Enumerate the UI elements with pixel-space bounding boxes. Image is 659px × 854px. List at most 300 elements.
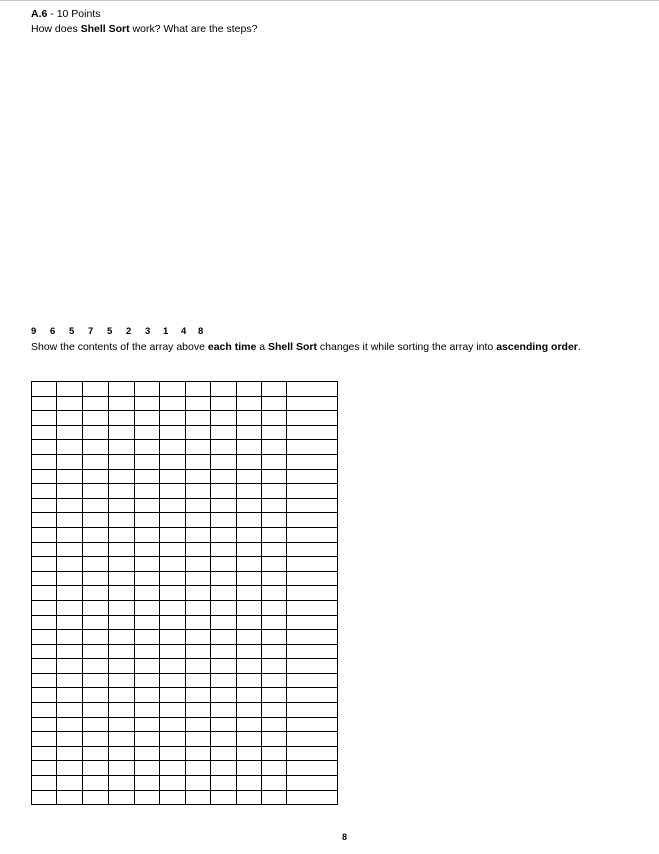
answer-grid-cell[interactable] — [83, 630, 109, 645]
answer-grid-cell[interactable] — [57, 513, 83, 528]
answer-grid-cell[interactable] — [186, 425, 211, 440]
answer-grid-cell[interactable] — [186, 396, 211, 411]
answer-grid-cell[interactable] — [186, 469, 211, 484]
answer-grid-cell[interactable] — [186, 776, 211, 791]
answer-grid-cell[interactable] — [287, 557, 338, 572]
answer-grid-cell[interactable] — [287, 659, 338, 674]
answer-grid-cell[interactable] — [160, 717, 186, 732]
answer-grid-cell[interactable] — [32, 688, 57, 703]
answer-grid-cell[interactable] — [32, 615, 57, 630]
answer-grid-cell[interactable] — [262, 469, 287, 484]
answer-grid-cell[interactable] — [262, 761, 287, 776]
answer-grid-cell[interactable] — [287, 732, 338, 747]
answer-grid-cell[interactable] — [57, 717, 83, 732]
answer-grid-cell[interactable] — [287, 484, 338, 499]
answer-grid-cell[interactable] — [135, 411, 160, 426]
answer-grid-cell[interactable] — [160, 761, 186, 776]
answer-grid-cell[interactable] — [32, 513, 57, 528]
answer-grid-cell[interactable] — [32, 586, 57, 601]
answer-grid-cell[interactable] — [83, 717, 109, 732]
answer-grid-cell[interactable] — [109, 615, 135, 630]
answer-grid-cell[interactable] — [287, 469, 338, 484]
answer-grid-cell[interactable] — [262, 542, 287, 557]
answer-grid-cell[interactable] — [211, 396, 237, 411]
answer-grid-cell[interactable] — [57, 498, 83, 513]
answer-grid-cell[interactable] — [211, 542, 237, 557]
answer-grid-cell[interactable] — [109, 790, 135, 805]
answer-grid-cell[interactable] — [186, 659, 211, 674]
answer-grid-cell[interactable] — [262, 440, 287, 455]
answer-grid-cell[interactable] — [211, 732, 237, 747]
answer-grid-cell[interactable] — [186, 542, 211, 557]
answer-grid-cell[interactable] — [83, 396, 109, 411]
answer-grid-cell[interactable] — [287, 630, 338, 645]
answer-grid-cell[interactable] — [109, 776, 135, 791]
answer-grid-cell[interactable] — [160, 411, 186, 426]
answer-grid-cell[interactable] — [237, 586, 262, 601]
answer-grid-cell[interactable] — [83, 615, 109, 630]
answer-grid-cell[interactable] — [135, 469, 160, 484]
answer-grid-cell[interactable] — [57, 586, 83, 601]
answer-grid-cell[interactable] — [83, 527, 109, 542]
answer-grid-cell[interactable] — [186, 790, 211, 805]
answer-grid-cell[interactable] — [83, 673, 109, 688]
answer-grid-cell[interactable] — [186, 717, 211, 732]
answer-grid-cell[interactable] — [83, 776, 109, 791]
answer-grid-cell[interactable] — [57, 732, 83, 747]
answer-grid-cell[interactable] — [32, 571, 57, 586]
answer-grid-cell[interactable] — [211, 484, 237, 499]
answer-grid-cell[interactable] — [109, 630, 135, 645]
answer-grid-cell[interactable] — [32, 790, 57, 805]
answer-grid-cell[interactable] — [237, 527, 262, 542]
answer-grid-cell[interactable] — [32, 498, 57, 513]
answer-grid-cell[interactable] — [57, 542, 83, 557]
answer-grid-cell[interactable] — [135, 586, 160, 601]
answer-grid-cell[interactable] — [83, 440, 109, 455]
answer-grid-cell[interactable] — [57, 425, 83, 440]
answer-grid-cell[interactable] — [57, 411, 83, 426]
answer-grid-cell[interactable] — [186, 498, 211, 513]
answer-grid-cell[interactable] — [211, 688, 237, 703]
answer-grid-cell[interactable] — [160, 498, 186, 513]
answer-grid-cell[interactable] — [287, 440, 338, 455]
answer-grid-cell[interactable] — [83, 513, 109, 528]
answer-grid-cell[interactable] — [237, 615, 262, 630]
answer-grid-cell[interactable] — [287, 513, 338, 528]
answer-grid-cell[interactable] — [109, 644, 135, 659]
answer-grid-cell[interactable] — [57, 454, 83, 469]
answer-grid-cell[interactable] — [287, 615, 338, 630]
answer-grid-cell[interactable] — [211, 498, 237, 513]
answer-grid-cell[interactable] — [237, 411, 262, 426]
answer-grid-cell[interactable] — [287, 600, 338, 615]
answer-grid-cell[interactable] — [287, 542, 338, 557]
answer-grid-cell[interactable] — [211, 703, 237, 718]
answer-grid-cell[interactable] — [83, 454, 109, 469]
answer-grid-cell[interactable] — [57, 382, 83, 397]
answer-grid-cell[interactable] — [83, 571, 109, 586]
answer-grid-cell[interactable] — [160, 513, 186, 528]
answer-grid-cell[interactable] — [109, 717, 135, 732]
answer-grid-cell[interactable] — [109, 659, 135, 674]
answer-grid-cell[interactable] — [287, 673, 338, 688]
answer-grid-cell[interactable] — [287, 644, 338, 659]
answer-grid-cell[interactable] — [135, 600, 160, 615]
answer-grid-cell[interactable] — [237, 600, 262, 615]
answer-grid-cell[interactable] — [237, 703, 262, 718]
answer-grid-cell[interactable] — [262, 688, 287, 703]
answer-grid-cell[interactable] — [237, 644, 262, 659]
answer-grid-cell[interactable] — [160, 586, 186, 601]
answer-grid-cell[interactable] — [83, 703, 109, 718]
answer-grid-cell[interactable] — [135, 761, 160, 776]
answer-grid-cell[interactable] — [135, 703, 160, 718]
answer-grid-cell[interactable] — [32, 382, 57, 397]
answer-grid-cell[interactable] — [135, 382, 160, 397]
answer-grid-cell[interactable] — [262, 615, 287, 630]
answer-grid-cell[interactable] — [262, 557, 287, 572]
answer-grid-cell[interactable] — [32, 673, 57, 688]
answer-grid-cell[interactable] — [135, 484, 160, 499]
answer-grid-cell[interactable] — [186, 382, 211, 397]
answer-grid-cell[interactable] — [160, 542, 186, 557]
answer-grid-cell[interactable] — [32, 411, 57, 426]
answer-grid-cell[interactable] — [57, 790, 83, 805]
answer-grid-cell[interactable] — [186, 644, 211, 659]
answer-grid-cell[interactable] — [32, 396, 57, 411]
answer-grid-cell[interactable] — [160, 571, 186, 586]
answer-grid-cell[interactable] — [32, 469, 57, 484]
answer-grid-cell[interactable] — [109, 440, 135, 455]
answer-grid-cell[interactable] — [262, 790, 287, 805]
answer-grid-cell[interactable] — [262, 586, 287, 601]
answer-grid-cell[interactable] — [262, 630, 287, 645]
answer-grid-cell[interactable] — [135, 790, 160, 805]
answer-grid-cell[interactable] — [262, 454, 287, 469]
answer-grid-cell[interactable] — [83, 659, 109, 674]
answer-grid-cell[interactable] — [57, 703, 83, 718]
answer-grid-cell[interactable] — [32, 425, 57, 440]
answer-grid-cell[interactable] — [211, 761, 237, 776]
answer-grid-cell[interactable] — [186, 732, 211, 747]
answer-grid-cell[interactable] — [57, 688, 83, 703]
answer-grid-cell[interactable] — [287, 571, 338, 586]
answer-grid-cell[interactable] — [262, 746, 287, 761]
answer-grid-cell[interactable] — [160, 454, 186, 469]
answer-grid-cell[interactable] — [186, 454, 211, 469]
answer-grid-cell[interactable] — [109, 732, 135, 747]
answer-grid-cell[interactable] — [287, 761, 338, 776]
answer-grid-cell[interactable] — [287, 776, 338, 791]
answer-grid-cell[interactable] — [186, 703, 211, 718]
answer-grid-cell[interactable] — [57, 615, 83, 630]
answer-grid-cell[interactable] — [237, 542, 262, 557]
answer-grid-cell[interactable] — [135, 396, 160, 411]
answer-grid-cell[interactable] — [186, 484, 211, 499]
answer-grid-cell[interactable] — [57, 776, 83, 791]
answer-grid-cell[interactable] — [262, 644, 287, 659]
answer-grid-cell[interactable] — [83, 790, 109, 805]
answer-grid-cell[interactable] — [186, 746, 211, 761]
answer-grid-cell[interactable] — [135, 527, 160, 542]
answer-grid-cell[interactable] — [160, 630, 186, 645]
answer-grid-cell[interactable] — [237, 513, 262, 528]
answer-grid-cell[interactable] — [109, 673, 135, 688]
answer-grid-cell[interactable] — [186, 513, 211, 528]
answer-grid-cell[interactable] — [109, 527, 135, 542]
answer-grid-cell[interactable] — [262, 673, 287, 688]
answer-grid-cell[interactable] — [83, 761, 109, 776]
answer-grid-cell[interactable] — [135, 542, 160, 557]
answer-grid-cell[interactable] — [32, 644, 57, 659]
answer-grid-cell[interactable] — [262, 717, 287, 732]
answer-grid-cell[interactable] — [237, 717, 262, 732]
answer-grid-cell[interactable] — [57, 469, 83, 484]
answer-grid-cell[interactable] — [83, 469, 109, 484]
answer-grid-cell[interactable] — [186, 557, 211, 572]
answer-grid-cell[interactable] — [160, 425, 186, 440]
answer-grid-cell[interactable] — [211, 600, 237, 615]
answer-grid-cell[interactable] — [83, 484, 109, 499]
answer-grid-cell[interactable] — [237, 396, 262, 411]
answer-grid-cell[interactable] — [186, 615, 211, 630]
answer-grid-cell[interactable] — [160, 776, 186, 791]
answer-grid-cell[interactable] — [160, 600, 186, 615]
answer-grid-cell[interactable] — [109, 411, 135, 426]
answer-grid-cell[interactable] — [32, 557, 57, 572]
answer-grid-cell[interactable] — [135, 688, 160, 703]
answer-grid-cell[interactable] — [262, 659, 287, 674]
answer-grid-cell[interactable] — [109, 425, 135, 440]
answer-grid-cell[interactable] — [287, 790, 338, 805]
answer-grid-cell[interactable] — [160, 440, 186, 455]
answer-grid-cell[interactable] — [186, 600, 211, 615]
answer-grid-cell[interactable] — [262, 776, 287, 791]
answer-grid-cell[interactable] — [32, 600, 57, 615]
answer-grid-cell[interactable] — [160, 732, 186, 747]
answer-grid-cell[interactable] — [109, 761, 135, 776]
answer-grid-cell[interactable] — [135, 425, 160, 440]
answer-grid-cell[interactable] — [57, 761, 83, 776]
answer-grid-cell[interactable] — [160, 746, 186, 761]
answer-grid-cell[interactable] — [186, 527, 211, 542]
answer-grid-cell[interactable] — [57, 600, 83, 615]
answer-grid-cell[interactable] — [109, 703, 135, 718]
answer-grid-cell[interactable] — [32, 776, 57, 791]
answer-grid-cell[interactable] — [135, 673, 160, 688]
answer-grid-cell[interactable] — [237, 484, 262, 499]
answer-grid-cell[interactable] — [135, 498, 160, 513]
answer-grid-cell[interactable] — [287, 688, 338, 703]
answer-grid-cell[interactable] — [32, 542, 57, 557]
answer-grid-cell[interactable] — [237, 469, 262, 484]
answer-grid-cell[interactable] — [262, 425, 287, 440]
answer-grid-cell[interactable] — [135, 659, 160, 674]
answer-grid-cell[interactable] — [211, 513, 237, 528]
answer-grid-cell[interactable] — [237, 776, 262, 791]
answer-grid-cell[interactable] — [160, 790, 186, 805]
answer-grid-cell[interactable] — [83, 542, 109, 557]
answer-grid-cell[interactable] — [287, 717, 338, 732]
answer-grid-cell[interactable] — [160, 688, 186, 703]
answer-grid-cell[interactable] — [211, 440, 237, 455]
answer-grid-cell[interactable] — [237, 732, 262, 747]
answer-grid-cell[interactable] — [32, 659, 57, 674]
answer-grid-cell[interactable] — [135, 615, 160, 630]
answer-grid-cell[interactable] — [262, 498, 287, 513]
answer-grid-cell[interactable] — [135, 454, 160, 469]
answer-grid-cell[interactable] — [211, 615, 237, 630]
answer-grid-cell[interactable] — [57, 746, 83, 761]
answer-grid-cell[interactable] — [287, 498, 338, 513]
answer-grid-cell[interactable] — [211, 557, 237, 572]
answer-grid-cell[interactable] — [83, 600, 109, 615]
answer-grid-cell[interactable] — [211, 659, 237, 674]
answer-grid-cell[interactable] — [109, 688, 135, 703]
answer-grid-cell[interactable] — [109, 382, 135, 397]
answer-grid-cell[interactable] — [32, 732, 57, 747]
answer-grid-cell[interactable] — [57, 630, 83, 645]
answer-grid-cell[interactable] — [32, 761, 57, 776]
answer-grid-cell[interactable] — [109, 396, 135, 411]
answer-grid-cell[interactable] — [237, 630, 262, 645]
answer-grid-cell[interactable] — [135, 557, 160, 572]
answer-grid-cell[interactable] — [211, 469, 237, 484]
answer-grid-cell[interactable] — [262, 732, 287, 747]
answer-grid-cell[interactable] — [83, 557, 109, 572]
answer-grid-cell[interactable] — [83, 688, 109, 703]
answer-grid-cell[interactable] — [237, 557, 262, 572]
answer-grid-cell[interactable] — [109, 454, 135, 469]
answer-grid-cell[interactable] — [262, 484, 287, 499]
answer-grid-cell[interactable] — [262, 382, 287, 397]
answer-grid-cell[interactable] — [32, 440, 57, 455]
answer-grid-cell[interactable] — [237, 454, 262, 469]
answer-grid-cell[interactable] — [211, 746, 237, 761]
answer-grid-cell[interactable] — [186, 688, 211, 703]
answer-grid-cell[interactable] — [135, 644, 160, 659]
answer-grid-cell[interactable] — [287, 411, 338, 426]
answer-grid-cell[interactable] — [83, 425, 109, 440]
answer-grid-cell[interactable] — [237, 571, 262, 586]
answer-grid-cell[interactable] — [32, 703, 57, 718]
answer-grid-cell[interactable] — [135, 732, 160, 747]
answer-grid-cell[interactable] — [287, 454, 338, 469]
answer-grid-cell[interactable] — [287, 703, 338, 718]
answer-grid-cell[interactable] — [109, 469, 135, 484]
answer-grid-cell[interactable] — [262, 703, 287, 718]
answer-grid-cell[interactable] — [211, 673, 237, 688]
answer-grid-cell[interactable] — [160, 527, 186, 542]
answer-grid-cell[interactable] — [160, 644, 186, 659]
answer-grid-cell[interactable] — [160, 557, 186, 572]
answer-grid-cell[interactable] — [32, 746, 57, 761]
answer-grid-cell[interactable] — [186, 761, 211, 776]
answer-grid-cell[interactable] — [32, 484, 57, 499]
answer-grid-cell[interactable] — [57, 527, 83, 542]
answer-grid-cell[interactable] — [211, 527, 237, 542]
answer-grid-cell[interactable] — [237, 688, 262, 703]
answer-grid-cell[interactable] — [57, 484, 83, 499]
answer-grid-cell[interactable] — [160, 615, 186, 630]
answer-grid-cell[interactable] — [211, 411, 237, 426]
answer-grid-cell[interactable] — [57, 571, 83, 586]
answer-grid-cell[interactable] — [57, 673, 83, 688]
answer-grid-cell[interactable] — [287, 746, 338, 761]
answer-grid-cell[interactable] — [160, 659, 186, 674]
answer-grid-cell[interactable] — [237, 382, 262, 397]
answer-grid-cell[interactable] — [83, 732, 109, 747]
answer-grid-cell[interactable] — [186, 411, 211, 426]
answer-grid-cell[interactable] — [160, 469, 186, 484]
answer-grid-cell[interactable] — [287, 586, 338, 601]
answer-grid-cell[interactable] — [211, 776, 237, 791]
answer-grid-cell[interactable] — [262, 513, 287, 528]
answer-grid-cell[interactable] — [186, 586, 211, 601]
answer-grid-cell[interactable] — [211, 717, 237, 732]
answer-grid-cell[interactable] — [262, 396, 287, 411]
answer-grid-cell[interactable] — [109, 571, 135, 586]
answer-grid-cell[interactable] — [32, 630, 57, 645]
answer-grid-cell[interactable] — [287, 396, 338, 411]
answer-grid-cell[interactable] — [57, 396, 83, 411]
answer-grid-cell[interactable] — [287, 382, 338, 397]
answer-grid-cell[interactable] — [211, 382, 237, 397]
answer-grid-cell[interactable] — [57, 644, 83, 659]
answer-grid-cell[interactable] — [160, 382, 186, 397]
answer-grid-cell[interactable] — [83, 644, 109, 659]
answer-grid-cell[interactable] — [262, 527, 287, 542]
answer-grid-cell[interactable] — [57, 440, 83, 455]
answer-grid-cell[interactable] — [287, 425, 338, 440]
answer-grid-cell[interactable] — [57, 557, 83, 572]
answer-grid-cell[interactable] — [237, 790, 262, 805]
answer-grid-cell[interactable] — [135, 571, 160, 586]
answer-grid-cell[interactable] — [186, 571, 211, 586]
answer-grid-cell[interactable] — [135, 513, 160, 528]
answer-grid-cell[interactable] — [109, 498, 135, 513]
answer-grid-cell[interactable] — [135, 440, 160, 455]
answer-grid-cell[interactable] — [262, 571, 287, 586]
answer-grid-cell[interactable] — [237, 746, 262, 761]
answer-grid-cell[interactable] — [32, 454, 57, 469]
answer-grid-cell[interactable] — [57, 659, 83, 674]
answer-grid-cell[interactable] — [186, 630, 211, 645]
answer-grid-cell[interactable] — [237, 440, 262, 455]
answer-grid-cell[interactable] — [262, 411, 287, 426]
answer-grid-cell[interactable] — [160, 703, 186, 718]
answer-grid-cell[interactable] — [135, 746, 160, 761]
answer-grid-cell[interactable] — [32, 527, 57, 542]
answer-grid-cell[interactable] — [160, 484, 186, 499]
answer-grid-cell[interactable] — [160, 673, 186, 688]
answer-grid-cell[interactable] — [211, 454, 237, 469]
answer-grid-cell[interactable] — [109, 542, 135, 557]
answer-grid-cell[interactable] — [83, 382, 109, 397]
answer-grid-cell[interactable] — [109, 513, 135, 528]
answer-grid-cell[interactable] — [109, 557, 135, 572]
answer-grid-cell[interactable] — [186, 440, 211, 455]
answer-grid-cell[interactable] — [237, 761, 262, 776]
answer-grid-cell[interactable] — [109, 600, 135, 615]
answer-grid-cell[interactable] — [83, 411, 109, 426]
answer-grid-cell[interactable] — [237, 673, 262, 688]
answer-grid-cell[interactable] — [109, 484, 135, 499]
answer-grid-cell[interactable] — [32, 717, 57, 732]
answer-grid-cell[interactable] — [211, 790, 237, 805]
answer-grid-cell[interactable] — [287, 527, 338, 542]
